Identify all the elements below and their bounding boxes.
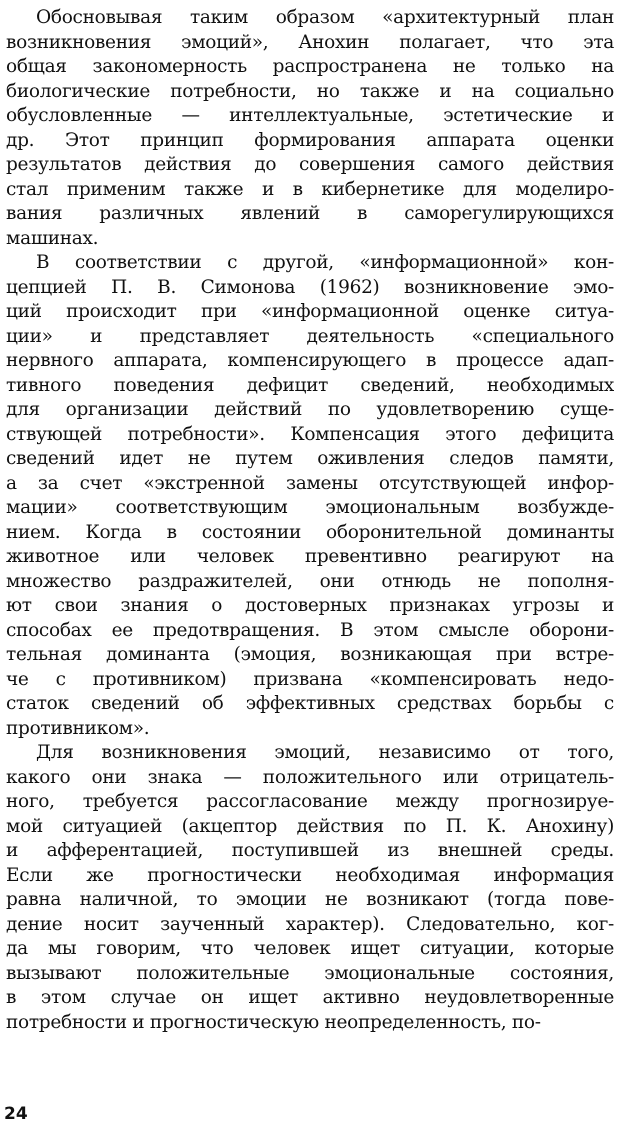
text-line: ций происходит при «информационной оценке ситуа-: [6, 301, 614, 322]
text-line: цепцией П. В. Симонова (1962) возникновение эмо-: [6, 276, 614, 298]
text-line: Обосновывая таким образом «архитектурный план: [36, 7, 614, 28]
text-line: тельная доминанта (эмоция, возникающая при встре-: [6, 644, 614, 665]
text-line: че с противником) призвана «компенсировать недо-: [6, 668, 614, 690]
text-line: равна наличной, то эмоции не возникают (тогда пове-: [6, 889, 614, 910]
paragraph: [6, 251, 614, 741]
text-line: какого они знака — положительного или отрицатель-: [6, 766, 614, 788]
text-line: дение носит заученный характер). Следовательно, ког-: [6, 913, 614, 935]
text-line: стал применим также и в кибернетике для моделиро-: [6, 178, 614, 200]
text-line: животное или человек превентивно реагируют на: [6, 546, 614, 567]
text-line: и афферентацией, поступившей из внешней среды.: [6, 840, 614, 861]
text-line: вызывают положительные эмоциональные состояния,: [6, 962, 614, 984]
text-line: биологические потребности, но также и на социально: [6, 80, 614, 102]
text-line: тивного поведения дефицит сведений, необходимых: [6, 374, 614, 396]
text-line: множество раздражителей, они отнюдь не пополня-: [6, 570, 614, 592]
text-line: в этом случае он ищет активно неудовлетворенные: [6, 987, 614, 1008]
text-line: Для возникновения эмоций, независимо от того,: [36, 742, 614, 763]
text-line: а за счет «экстренной замены отсутствующей инфор-: [6, 472, 614, 494]
text-line: потребности и прогностическую неопределенность, по-: [6, 1011, 541, 1033]
text-line: обусловленные — интеллектуальные, эстетические и: [6, 105, 614, 126]
text-line: др. Этот принцип формирования аппарата оценки: [6, 129, 614, 151]
text-line: Если же прогностически необходимая информация: [6, 864, 614, 886]
text-line: способах ее предотвращения. В этом смысле оборони-: [6, 619, 614, 641]
body-text: [6, 6, 614, 1035]
text-line: да мы говорим, что человек ищет ситуации, которые: [6, 938, 614, 959]
text-line: сведений идет не путем оживления следов памяти,: [6, 448, 614, 469]
text-line: мой ситуацией (акцептор действия по П. К. Анохину): [6, 815, 614, 837]
text-line: вания различных явлений в саморегулирующихся: [6, 203, 614, 224]
paragraph: [6, 741, 614, 1035]
text-line: ствующей потребности». Компенсация этого дефицита: [6, 423, 614, 445]
text-line: для организации действий по удовлетворению суще-: [6, 399, 614, 420]
page-number: 24: [4, 1104, 28, 1124]
text-line: нервного аппарата, компенсирующего в процессе адап-: [6, 350, 614, 371]
text-line: результатов действия до совершения самого действия: [6, 154, 614, 175]
text-line: общая закономерность распространена не только на: [6, 56, 614, 77]
text-line: ют свои знания о достоверных признаках угрозы и: [6, 595, 614, 616]
text-line: мации» соответствующим эмоциональным возбужде-: [6, 497, 614, 518]
text-line: возникновения эмоций», Анохин полагает, что эта: [6, 31, 614, 53]
paragraph: [6, 6, 614, 251]
text-line: В соответствии с другой, «информационной» кон-: [36, 252, 614, 273]
text-line: машинах.: [6, 227, 99, 249]
text-line: ции» и представляет деятельность «специального: [6, 325, 614, 347]
text-line: нием. Когда в состоянии оборонительной доминанты: [6, 521, 614, 543]
text-line: противником».: [6, 717, 150, 739]
text-line: статок сведений об эффективных средствах борьбы с: [6, 693, 614, 714]
text-line: ного, требуется рассогласование между прогнозируе-: [6, 791, 614, 812]
